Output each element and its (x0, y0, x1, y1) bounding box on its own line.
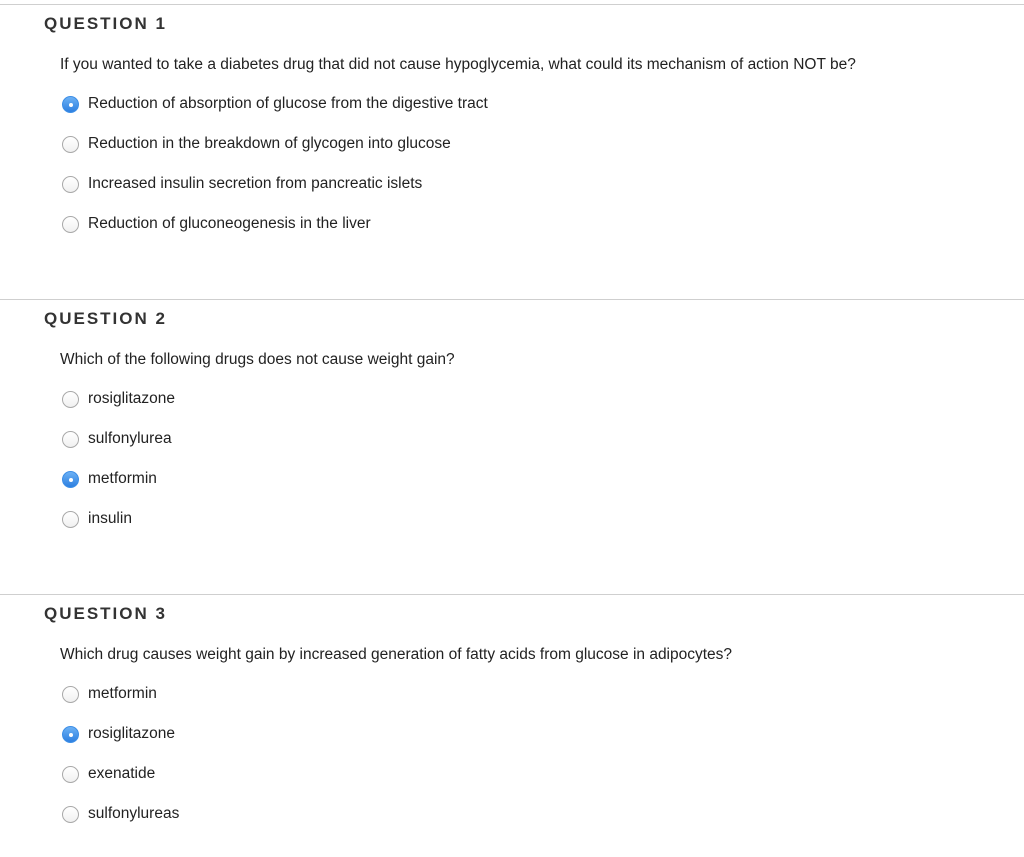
radio-button[interactable] (62, 431, 79, 448)
answer-option-label[interactable]: Reduction of absorption of glucose from the digestive tract (88, 95, 488, 112)
answer-option-label[interactable]: Reduction in the breakdown of glycogen into glucose (88, 135, 451, 152)
question-header: QUESTION 3 (44, 604, 167, 623)
radio-button[interactable] (62, 766, 79, 783)
question-divider (0, 594, 1024, 595)
answer-option-label[interactable]: sulfonylureas (88, 805, 180, 822)
question-text: Which drug causes weight gain by increased generation of fatty acids from glucose in adipocytes? (60, 646, 733, 663)
answer-option-label[interactable]: sulfonylurea (88, 430, 172, 447)
radio-button[interactable] (62, 176, 79, 193)
answer-option-label[interactable]: metformin (88, 470, 157, 487)
radio-button-selected[interactable] (62, 726, 79, 743)
question-text: Which of the following drugs does not cause weight gain? (60, 351, 455, 368)
answer-option-label[interactable]: insulin (88, 510, 132, 527)
radio-button[interactable] (62, 136, 79, 153)
answer-option-label[interactable]: rosiglitazone (88, 725, 176, 742)
answer-option-label[interactable]: exenatide (88, 765, 156, 782)
radio-button[interactable] (62, 686, 79, 703)
answer-option-label[interactable]: Reduction of gluconeogenesis in the liver (88, 215, 371, 232)
answer-option-label[interactable]: Increased insulin secretion from pancreatic islets (88, 175, 423, 192)
radio-button[interactable] (62, 391, 79, 408)
radio-button[interactable] (62, 806, 79, 823)
question-divider (0, 4, 1024, 5)
radio-button[interactable] (62, 216, 79, 233)
question-header: QUESTION 1 (44, 14, 167, 33)
radio-button-selected[interactable] (62, 96, 79, 113)
answer-option-label[interactable]: metformin (88, 685, 157, 702)
question-text: If you wanted to take a diabetes drug that did not cause hypoglycemia, what could its mechanism of action NOT be? (60, 56, 856, 73)
question-header: QUESTION 2 (44, 309, 167, 328)
question-divider (0, 299, 1024, 300)
answer-option-label[interactable]: rosiglitazone (88, 390, 176, 407)
radio-button[interactable] (62, 511, 79, 528)
radio-button-selected[interactable] (62, 471, 79, 488)
